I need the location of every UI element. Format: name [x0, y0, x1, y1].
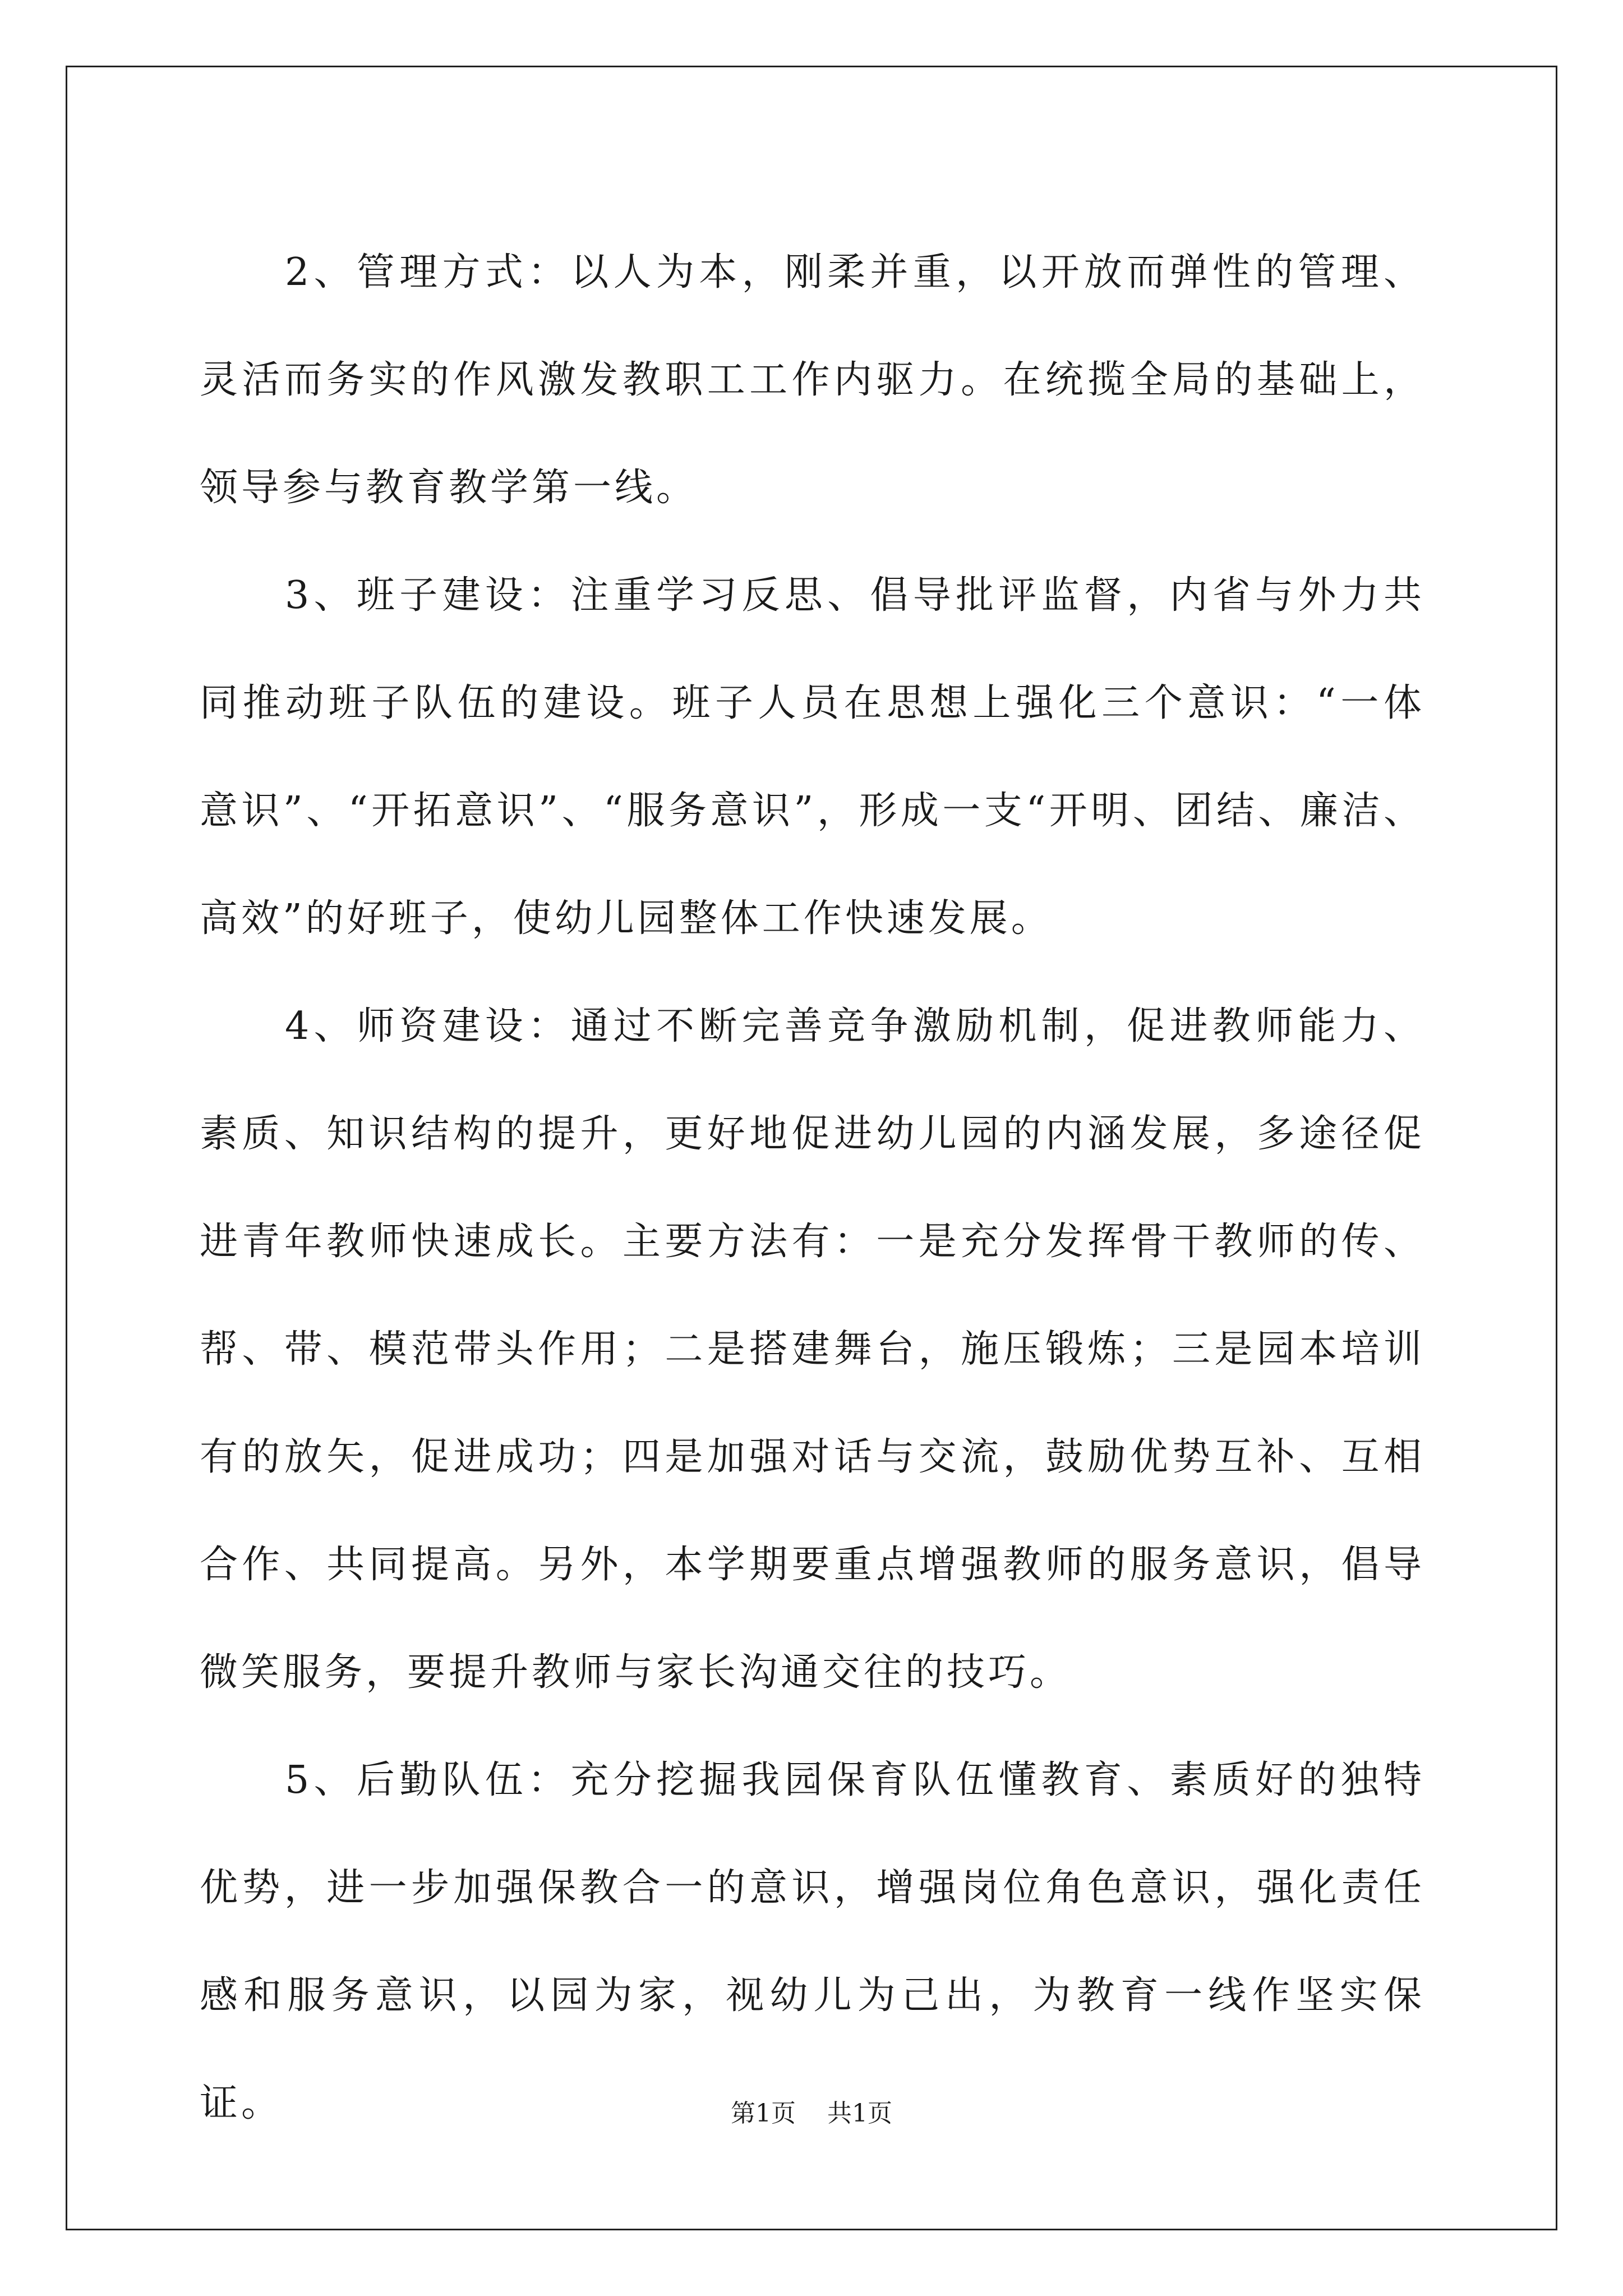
page-total: 共1页	[827, 2099, 892, 2128]
paragraph-leadership-team: 3、班子建设：注重学习反思、倡导批评监督，内省与外力共同推动班子队伍的建设。班子人员在思想上强化三个意识：“一体意识”、“开拓意识”、“服务意识”，形成一支“开明、团结、廉洁、高效”的好班子，使幼儿园整体工作快速发展。	[200, 573, 1425, 941]
paragraph-management: 2、管理方式：以人为本，刚柔并重，以开放而弹性的管理、灵活而务实的作风激发教职工工作内驱力。在统揽全局的基础上，领导参与教育教学第一线。	[200, 250, 1425, 510]
paragraph-logistics-team: 5、后勤队伍：充分挖掘我园保育队伍懂教育、素质好的独特优势，进一步加强保教合一的意识，增强岗位角色意识，强化责任感和服务意识，以园为家，视幼儿为己出，为教育一线作坚实保证。	[200, 1758, 1425, 2125]
paragraph-teacher-development: 4、师资建设：通过不断完善竞争激励机制，促进教师能力、素质、知识结构的提升，更好地促进幼儿园的内涵发展，多途径促进青年教师快速成长。主要方法有：一是充分发挥骨干教师的传、帮、带、模范带头作用；二是搭建舞台，施压锻炼；三是园本培训有的放矢，促进成功；四是加强对话与交流，鼓励优势互补、互相合作、共同提高。另外，本学期要重点增强教师的服务意识，倡导微笑服务，要提升教师与家长沟通交往的技巧。	[200, 1004, 1425, 1695]
page-footer	[0, 2097, 1623, 2131]
document-body	[200, 219, 1425, 2157]
page-number: 第1页	[731, 2099, 796, 2128]
